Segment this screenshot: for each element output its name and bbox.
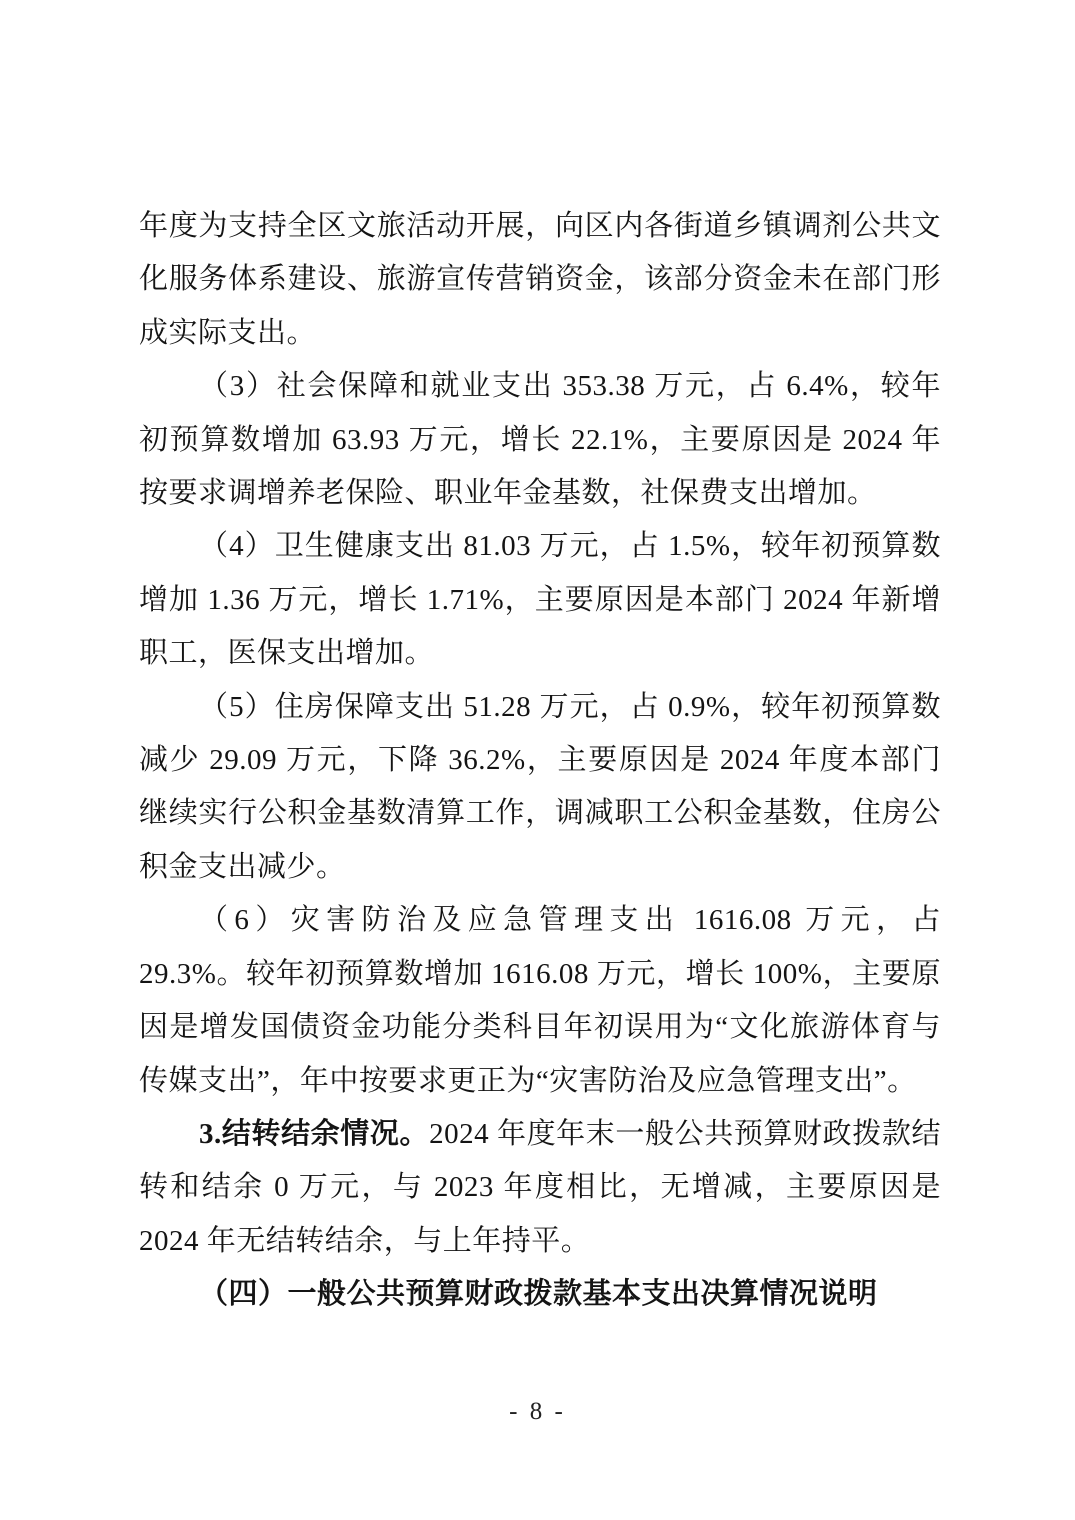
section-heading-4	[139, 1268, 941, 1321]
paragraph-item-4	[139, 520, 941, 680]
paragraph-text: （5）住房保障支出 51.28 万元，占 0.9%，较年初预算数减少 29.09 万元，下降 36.2%，主要原因是 2024 年度本部门继续实行公积金基数清算工作，调减职工公积金基数，住房公积金支出减少。	[139, 690, 941, 883]
paragraph-text: 年度为支持全区文旅活动开展，向区内各街道乡镇调剂公共文化服务体系建设、旅游宣传营销资金，该部分资金未在部门形成实际支出。	[139, 210, 941, 349]
paragraph-text: （3）社会保障和就业支出 353.38 万元，占 6.4%，较年初预算数增加 63.93 万元，增长 22.1%，主要原因是 2024 年按要求调增养老保险、职业年金基数，社保费支出增加。	[139, 370, 941, 510]
paragraph-text: （4）卫生健康支出 81.03 万元，占 1.5%，较年初预算数增加 1.36 万元，增长 1.71%，主要原因是本部门 2024 年新增职工，医保支出增加。	[139, 530, 941, 670]
paragraph-continuation	[139, 200, 941, 360]
page-number: - 8 -	[509, 1398, 566, 1425]
document-body	[139, 200, 941, 1322]
paragraph-text: 2024 年度年末一般公共预算财政拨款结转和结余 0 万元，与 2023 年度相比，无增减，主要原因是 2024 年无结转结余，与上年持平。	[139, 1117, 941, 1257]
paragraph-item-3	[139, 360, 941, 520]
paragraph-carryover-balance	[139, 1108, 941, 1268]
paragraph-lead-bold: 3.结转结余情况。	[199, 1117, 430, 1150]
paragraph-item-6	[139, 894, 941, 1108]
heading-text: （四）一般公共预算财政拨款基本支出决算情况说明	[199, 1278, 878, 1311]
paragraph-text: （6）灾害防治及应急管理支出 1616.08 万元，占 29.3%。较年初预算数增加 1616.08 万元，增长 100%，主要原因是增发国债资金功能分类科目年初误用为“文化旅游体育与传媒支出”，年中按要求更正为“灾害防治及应急管理支出”。	[139, 904, 941, 1097]
paragraph-item-5	[139, 681, 941, 895]
